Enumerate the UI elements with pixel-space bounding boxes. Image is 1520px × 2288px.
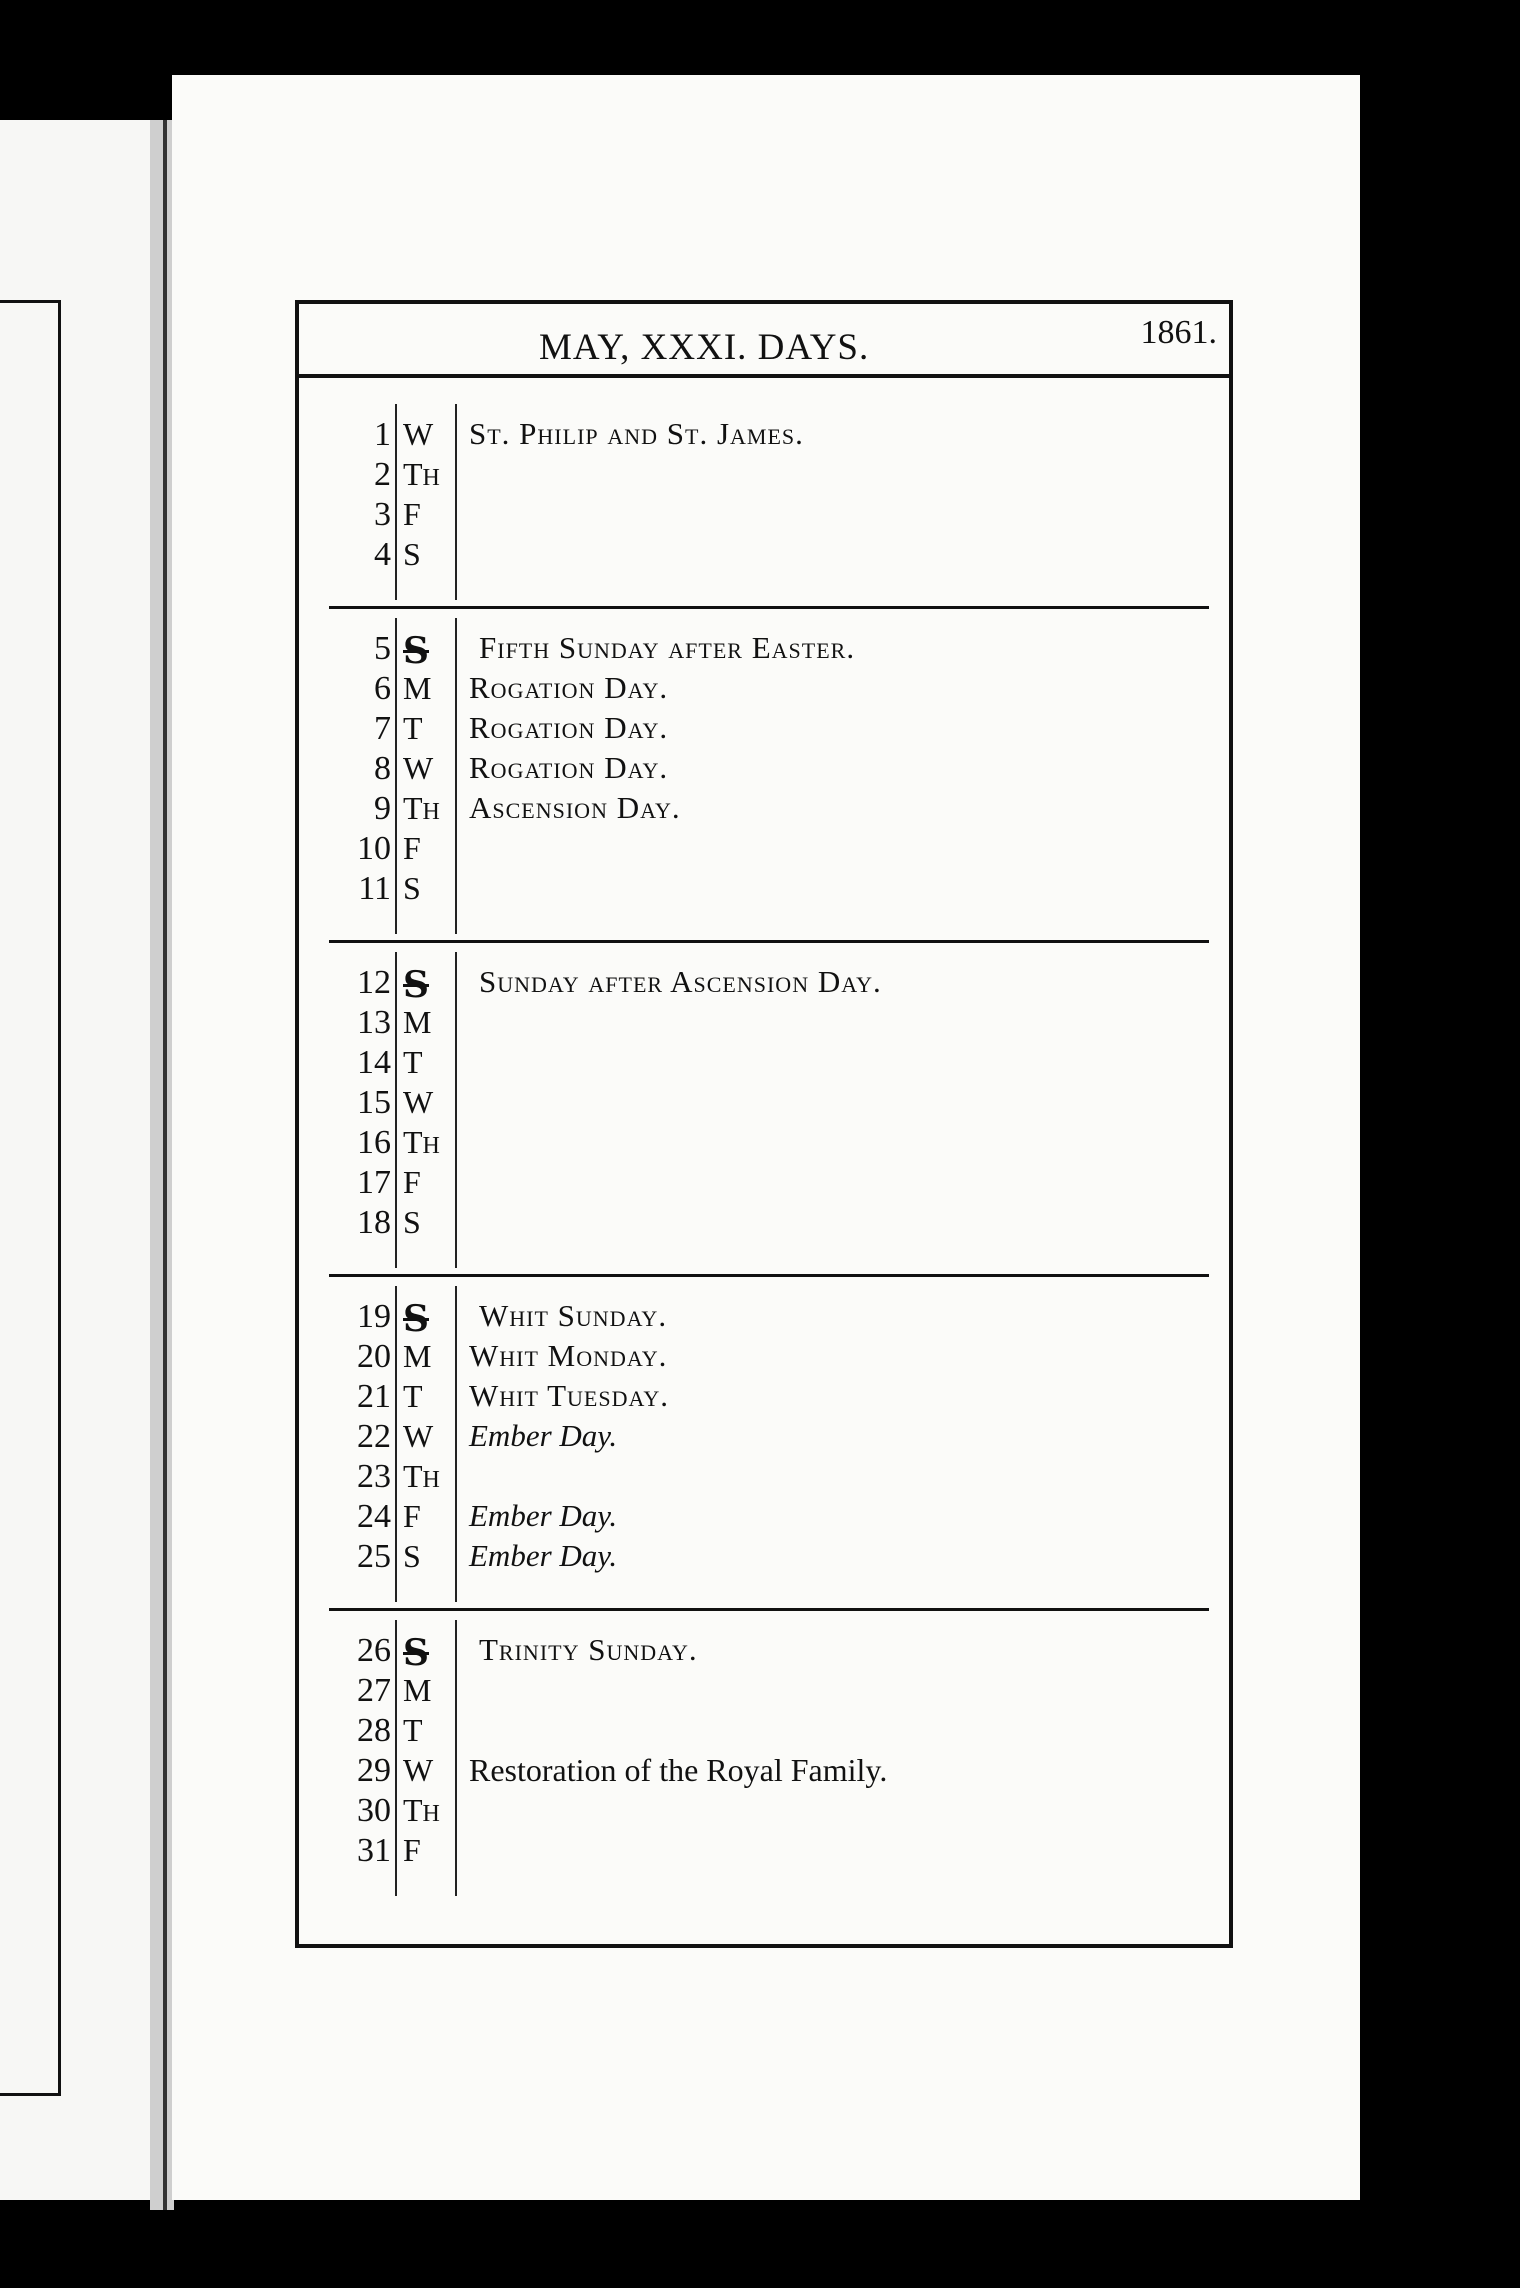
weekday-letter: F [403,830,421,866]
book-gutter [150,120,174,2210]
weekday-letter: T [403,1712,423,1748]
day-number: 2 [374,456,391,493]
event-text: Rogation Day. [469,670,669,705]
weekday-letter: W [403,1752,434,1788]
weekday-letter: F [403,1498,421,1534]
event-text: Ember Day. [469,1418,618,1453]
weekday-letter: M [403,1004,432,1040]
day-number: 3 [374,496,391,533]
day-number: 15 [357,1084,391,1121]
weekday-column-rule [455,618,457,934]
month-title: MAY, XXXI. DAYS. [539,327,870,368]
day-number: 9 [374,790,391,827]
date-column-rule [395,618,397,934]
event-text: Sunday after Ascension Day. [479,964,882,999]
day-number: 25 [357,1538,391,1575]
day-number: 11 [358,870,391,907]
event-text: Ember Day. [469,1498,618,1533]
weekday-column-rule [455,1620,457,1896]
gutter-stitch-line [163,120,167,2210]
weekday-letter: TH [403,1124,440,1160]
day-number: 14 [357,1044,391,1081]
day-number: 19 [357,1298,391,1335]
weekday-letter: TH [403,456,440,492]
weekday-letter: W [403,750,434,786]
sunday-glyph: S [403,1298,429,1340]
weekday-letter: W [403,416,434,452]
day-number: 17 [357,1164,391,1201]
event-text: Ascension Day. [469,790,681,825]
weekday-letter: M [403,1338,432,1374]
weekday-letter: T [403,710,423,746]
date-column-rule [395,1620,397,1896]
weekday-letter: M [403,670,432,706]
day-number: 5 [374,630,391,667]
weekday-letter: W [403,1084,434,1120]
weekday-column-rule [455,952,457,1268]
week-block [329,944,1209,1277]
day-number: 24 [357,1498,391,1535]
day-number: 28 [357,1712,391,1749]
day-number: 8 [374,750,391,787]
weekday-letter: M [403,1672,432,1708]
weekday-letter: S [403,536,421,572]
weekday-letter: T [403,1044,423,1080]
weekday-letter: TH [403,1458,440,1494]
calendar-frame [295,300,1233,1948]
day-number: 16 [357,1124,391,1161]
weekday-letter: F [403,1164,421,1200]
day-number: 23 [357,1458,391,1495]
left-page-frame [0,300,61,2096]
weekday-letter: F [403,496,421,532]
date-column-rule [395,404,397,600]
weekday-letter: S [403,870,421,906]
event-text: Restoration of the Royal Family. [469,1752,888,1788]
event-text: Whit Monday. [469,1338,668,1373]
week-block [329,610,1209,943]
event-text: Ember Day. [469,1538,618,1573]
day-number: 13 [357,1004,391,1041]
event-text: Trinity Sunday. [479,1632,698,1667]
sunday-glyph: S [403,1632,429,1674]
day-number: 12 [357,964,391,1001]
event-text: Rogation Day. [469,710,669,745]
weekday-letter: W [403,1418,434,1454]
weekday-column-rule [455,1286,457,1602]
day-number: 1 [374,416,391,453]
year-label: 1861. [1140,314,1217,351]
week-block [329,1278,1209,1611]
event-text: Fifth Sunday after Easter. [479,630,856,665]
weekday-letter: TH [403,1792,440,1828]
day-number: 21 [357,1378,391,1415]
sunday-glyph: S [403,964,429,1006]
weekday-letter: F [403,1832,421,1868]
day-number: 31 [357,1832,391,1869]
weekday-letter: S [403,1204,421,1240]
day-number: 26 [357,1632,391,1669]
calendar-header [299,304,1229,378]
event-text: Whit Sunday. [479,1298,668,1333]
weekday-column-rule [455,404,457,600]
day-number: 7 [374,710,391,747]
event-text: Whit Tuesday. [469,1378,669,1413]
day-number: 29 [357,1752,391,1789]
day-number: 27 [357,1672,391,1709]
day-number: 22 [357,1418,391,1455]
date-column-rule [395,1286,397,1602]
day-number: 30 [357,1792,391,1829]
day-number: 18 [357,1204,391,1241]
week-block [329,1612,1209,1902]
date-column-rule [395,952,397,1268]
weekday-letter: S [403,1538,421,1574]
event-text: Rogation Day. [469,750,669,785]
day-number: 10 [357,830,391,867]
day-number: 6 [374,670,391,707]
day-number: 4 [374,536,391,573]
weekday-letter: TH [403,790,440,826]
event-text: St. Philip and St. James. [469,416,804,451]
sunday-glyph: S [403,630,429,672]
day-number: 20 [357,1338,391,1375]
weekday-letter: T [403,1378,423,1414]
week-block [329,396,1209,609]
